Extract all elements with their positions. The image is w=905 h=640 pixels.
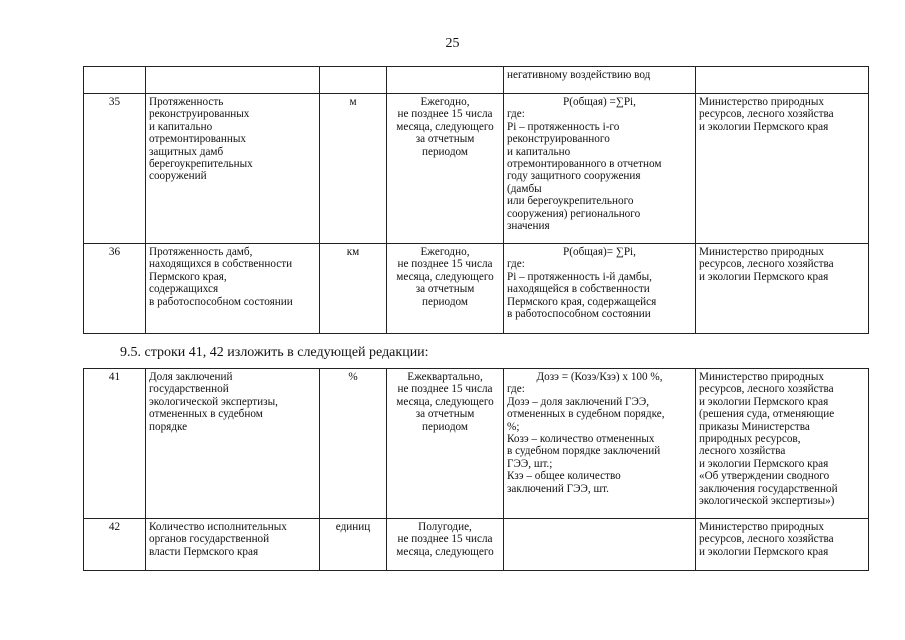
period-cell: Ежеквартально, не позднее 15 числа месяца, следующего за отчетным периодом <box>387 369 504 519</box>
indicator-name-cell: Протяженность дамб, находящихся в собственности Пермского края, содержащихся в работоспособном состоянии <box>146 244 320 334</box>
unit-cell: % <box>320 369 387 519</box>
formula-head: P(общая)= ∑Pi, <box>563 246 636 258</box>
indicator-name-cell: Количество исполнительных органов государственной власти Пермского края <box>146 519 320 571</box>
formula-head: P(общая) =∑Pi, <box>563 96 636 108</box>
row-number-cell: 41 <box>84 369 146 519</box>
period-cell: Ежегодно, не позднее 15 числа месяца, следующего за отчетным периодом <box>387 94 504 244</box>
table-row <box>84 94 869 244</box>
period-cell: Ежегодно, не позднее 15 числа месяца, следующего за отчетным периодом <box>387 244 504 334</box>
source-cell: Министерство природных ресурсов, лесного хозяйства и экологии Пермского края <box>696 94 869 244</box>
source-cell: Министерство природных ресурсов, лесного хозяйства и экологии Пермского края <box>696 519 869 571</box>
unit-cell: км <box>320 244 387 334</box>
source-cell <box>696 67 869 94</box>
row-number-cell <box>84 67 146 94</box>
formula-cell <box>504 369 696 519</box>
formula-body: где: Pi – протяженность i-й дамбы, находящейся в собственности Пермского края, содержащейся в работоспособном состоянии <box>507 258 657 321</box>
row-number-cell: 36 <box>84 244 146 334</box>
formula-body: где: Дозэ – доля заключений ГЭЭ, отмененных в судебном порядке, %; Козэ – количество отмененных в судебном порядке заключений ГЭЭ, шт.; Кзэ – общее количество заключений ГЭЭ, шт. <box>507 383 665 495</box>
indicators-table-bottom <box>83 368 869 571</box>
period-cell: Полугодие, не позднее 15 числа месяца, следующего <box>387 519 504 571</box>
indicator-name-cell <box>146 67 320 94</box>
source-cell: Министерство природных ресурсов, лесного хозяйства и экологии Пермского края (решения суда, отменяющие приказы Министерства природных ресурсов, лесного хозяйства и экологии Пермского края «Об утверждении сводного заключения государственной экологической экспертизы») <box>696 369 869 519</box>
formula-head: Дозэ = (Козэ/Кзэ) х 100 %, <box>536 371 663 383</box>
table-row <box>84 67 869 94</box>
source-cell: Министерство природных ресурсов, лесного хозяйства и экологии Пермского края <box>696 244 869 334</box>
formula-cell <box>504 244 696 334</box>
page-number: 25 <box>445 36 460 51</box>
indicators-table-top <box>83 66 869 334</box>
formula-cell <box>504 519 696 571</box>
indicator-name-cell: Доля заключений государственной экологической экспертизы, отмененных в судебном порядке <box>146 369 320 519</box>
formula-body: негативному воздействию вод <box>507 69 651 81</box>
unit-cell: м <box>320 94 387 244</box>
unit-cell: единиц <box>320 519 387 571</box>
formula-body: где: Pi – протяженность i-го реконструированного и капитально отремонтированного в отчетном году защитного сооружения (дамбы или берегоукрепительного сооружения) регионального значения <box>507 108 662 233</box>
table-row <box>84 519 869 571</box>
row-number-cell: 42 <box>84 519 146 571</box>
unit-cell <box>320 67 387 94</box>
formula-cell <box>504 94 696 244</box>
formula-cell <box>504 67 696 94</box>
table-row <box>84 369 869 519</box>
indicator-name-cell: Протяженность реконструированных и капитально отремонтированных защитных дамб берегоукрепительных сооружений <box>146 94 320 244</box>
table-row <box>84 244 869 334</box>
row-number-cell: 35 <box>84 94 146 244</box>
period-cell <box>387 67 504 94</box>
section-heading: 9.5. строки 41, 42 изложить в следующей редакции: <box>120 345 429 360</box>
